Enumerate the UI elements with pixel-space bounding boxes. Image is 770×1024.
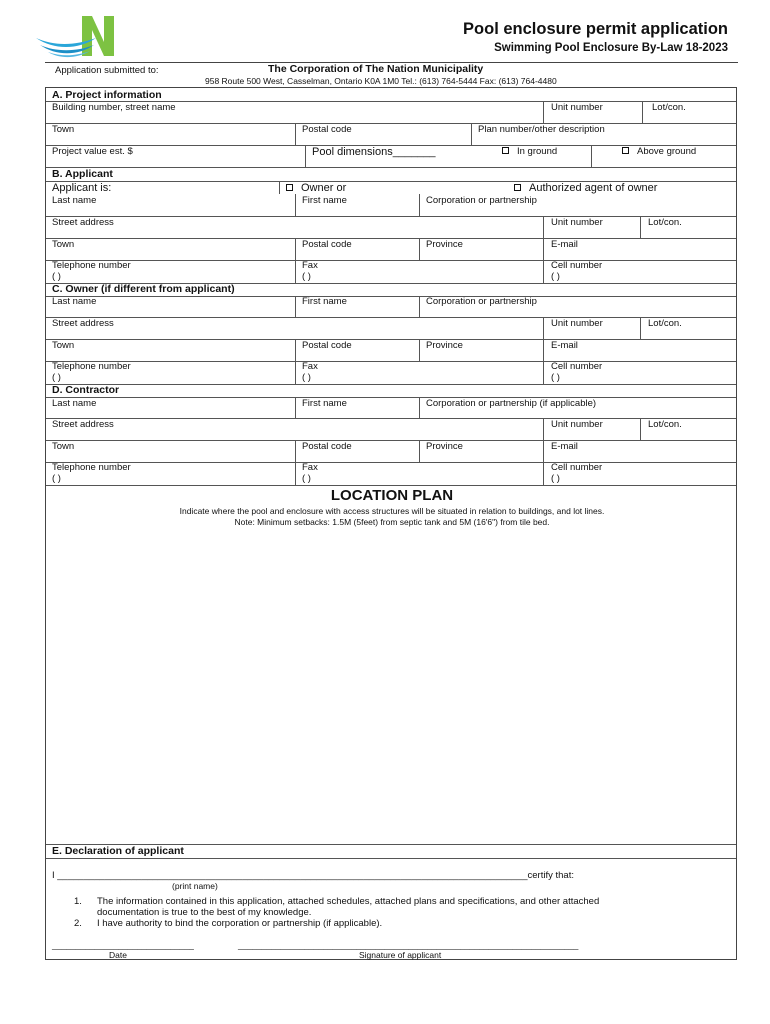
applicant-town-field[interactable]: Town [52,239,75,250]
above-ground-checkbox[interactable] [622,147,629,154]
divider [295,238,296,260]
divider [543,418,544,440]
divider [419,440,420,462]
divider [543,361,544,384]
divider [279,181,280,194]
divider [46,485,736,486]
divider [46,260,736,261]
divider [642,101,643,123]
section-e-header: E. Declaration of applicant [52,845,184,857]
applicant-telephone-field[interactable]: Telephone number [52,260,131,271]
authorized-agent-option[interactable]: Authorized agent of owner [514,182,657,194]
applicant-is-label: Applicant is: [52,182,112,194]
owner-email-field[interactable]: E-mail [551,340,578,351]
divider [295,462,296,485]
divider [640,216,641,238]
divider [305,145,306,167]
authorized-agent-checkbox[interactable] [514,184,521,191]
area-code: ( ) [551,271,560,282]
owner-checkbox[interactable] [286,184,293,191]
area-code: ( ) [52,271,61,282]
divider [46,123,736,124]
contractor-email-field[interactable]: E-mail [551,441,578,452]
divider [543,101,544,123]
divider [543,317,544,339]
application-form [45,87,737,960]
divider [591,145,592,167]
area-code: ( ) [551,372,560,383]
corporation-address: 958 Route 500 West, Casselman, Ontario K0A 1M0 Tel.: (613) 764-5444 Fax: (613) 764-4480 [205,76,557,86]
project-value-field[interactable]: Project value est. $ [52,146,133,157]
applicant-corporation-field[interactable]: Corporation or partnership [426,195,537,206]
divider [543,260,544,283]
date-label: Date [109,950,127,960]
owner-telephone-field[interactable]: Telephone number [52,361,131,372]
divider [46,384,736,385]
divider [46,339,736,340]
applicant-street-field[interactable]: Street address [52,217,114,228]
divider [46,361,736,362]
contractor-province-field[interactable]: Province [426,441,463,452]
nation-municipality-logo [34,12,124,58]
divider [46,440,736,441]
date-field[interactable]: ______________________________ [52,940,194,950]
owner-street-field[interactable]: Street address [52,318,114,329]
declaration-item-2: I have authority to bind the corporation or partnership (if applicable). [97,918,383,929]
signature-field[interactable]: ________________________________________________________________________ [238,940,579,950]
section-c-header: C. Owner (if different from applicant) [52,283,235,295]
contractor-postal-field[interactable]: Postal code [302,441,352,452]
divider [295,440,296,462]
declaration-item-1-cont: documentation is true to the best of my knowledge. [97,907,312,918]
plan-number-field[interactable]: Plan number/other description [478,124,605,135]
setback-note: Note: Minimum setbacks: 1.5M (5feet) from septic tank and 5M (16'6") from tile bed. [234,517,550,527]
location-plan-note: Indicate where the pool and enclosure with access structures will be situated in relation to buildings, and lot lines. [179,506,605,516]
divider [46,167,736,168]
item-number: 1. [74,896,82,907]
contractor-unit-field[interactable]: Unit number [551,419,603,430]
location-plan-title: LOCATION PLAN [330,487,454,504]
divider [419,194,420,216]
divider [46,418,736,419]
section-b-header: B. Applicant [52,168,113,180]
owner-last-name-field[interactable]: Last name [52,296,97,307]
applicant-first-name-field[interactable]: First name [302,195,347,206]
divider [295,296,296,317]
area-code: ( ) [302,473,311,484]
divider [419,339,420,361]
applicant-fax-field[interactable]: Fax [302,260,318,271]
contractor-fax-field[interactable]: Fax [302,462,318,473]
divider [295,123,296,145]
owner-lot-field[interactable]: Lot/con. [648,318,682,329]
above-ground-option[interactable]: Above ground [622,146,696,157]
building-street-field[interactable]: Building number, street name [52,102,176,113]
divider [543,339,544,361]
location-plan-drawing-area[interactable] [46,530,736,844]
form-title: Pool enclosure permit application [463,20,728,38]
declaration-item-1: The information contained in this application, attached schedules, attached plans and specifications, and other attached [97,896,600,907]
area-code: ( ) [302,372,311,383]
divider [46,462,736,463]
applicant-cell-field[interactable]: Cell number [551,260,603,271]
area-code: ( ) [551,473,560,484]
divider [46,216,736,217]
corporation-name: The Corporation of The Nation Municipality [268,63,484,75]
contractor-cell-field[interactable]: Cell number [551,462,603,473]
form-subtitle: Swimming Pool Enclosure By-Law 18-2023 [494,42,728,54]
owner-corporation-field[interactable]: Corporation or partnership [426,296,537,307]
area-code: ( ) [52,372,61,383]
divider [543,462,544,485]
owner-cell-field[interactable]: Cell number [551,361,603,372]
divider [46,858,736,859]
divider [543,238,544,260]
print-name-label: (print name) [172,881,218,891]
signature-label: Signature of applicant [359,950,442,960]
divider [46,296,736,297]
applicant-province-field[interactable]: Province [426,239,463,250]
owner-town-field[interactable]: Town [52,340,75,351]
divider [419,296,420,317]
divider [295,397,296,418]
divider [295,339,296,361]
section-d-header: D. Contractor [52,384,120,396]
divider [46,238,736,239]
applicant-unit-field[interactable]: Unit number [551,217,603,228]
divider [640,418,641,440]
divider [543,216,544,238]
divider [419,397,420,418]
in-ground-checkbox[interactable] [502,147,509,154]
contractor-telephone-field[interactable]: Telephone number [52,462,131,473]
area-code: ( ) [302,271,311,282]
divider [640,317,641,339]
applicant-email-field[interactable]: E-mail [551,239,578,250]
contractor-last-name-field[interactable]: Last name [52,398,97,409]
contractor-town-field[interactable]: Town [52,441,75,452]
divider [295,260,296,283]
applicant-postal-field[interactable]: Postal code [302,239,352,250]
divider [419,238,420,260]
print-name-field[interactable]: I _________________________________________________________________________________________certify that: [52,870,574,881]
contractor-lot-field[interactable]: Lot/con. [648,419,682,430]
section-a-header: A. Project information [52,89,162,101]
owner-unit-field[interactable]: Unit number [551,318,603,329]
divider [46,397,736,398]
owner-first-name-field[interactable]: First name [302,296,347,307]
divider [46,317,736,318]
in-ground-option[interactable]: In ground [502,146,557,157]
contractor-corporation-field[interactable]: Corporation or partnership (if applicable) [426,398,597,409]
pool-dimensions-field[interactable]: Pool dimensions_______ [312,146,436,158]
postal-code-field[interactable]: Postal code [302,124,352,135]
divider [295,194,296,216]
owner-postal-field[interactable]: Postal code [302,340,352,351]
divider [543,440,544,462]
contractor-street-field[interactable]: Street address [52,419,114,430]
item-number: 2. [74,918,82,929]
applicant-lot-field[interactable]: Lot/con. [648,217,682,228]
unit-number-field[interactable]: Unit number [551,102,603,113]
divider [295,361,296,384]
owner-option[interactable]: Owner or [286,182,346,194]
owner-fax-field[interactable]: Fax [302,361,318,372]
owner-province-field[interactable]: Province [426,340,463,351]
contractor-first-name-field[interactable]: First name [302,398,347,409]
lot-con-field[interactable]: Lot/con. [652,102,686,113]
submitted-label: Application submitted to: [55,65,159,76]
divider [471,123,472,145]
area-code: ( ) [52,473,61,484]
town-field[interactable]: Town [52,124,75,135]
applicant-last-name-field[interactable]: Last name [52,195,97,206]
